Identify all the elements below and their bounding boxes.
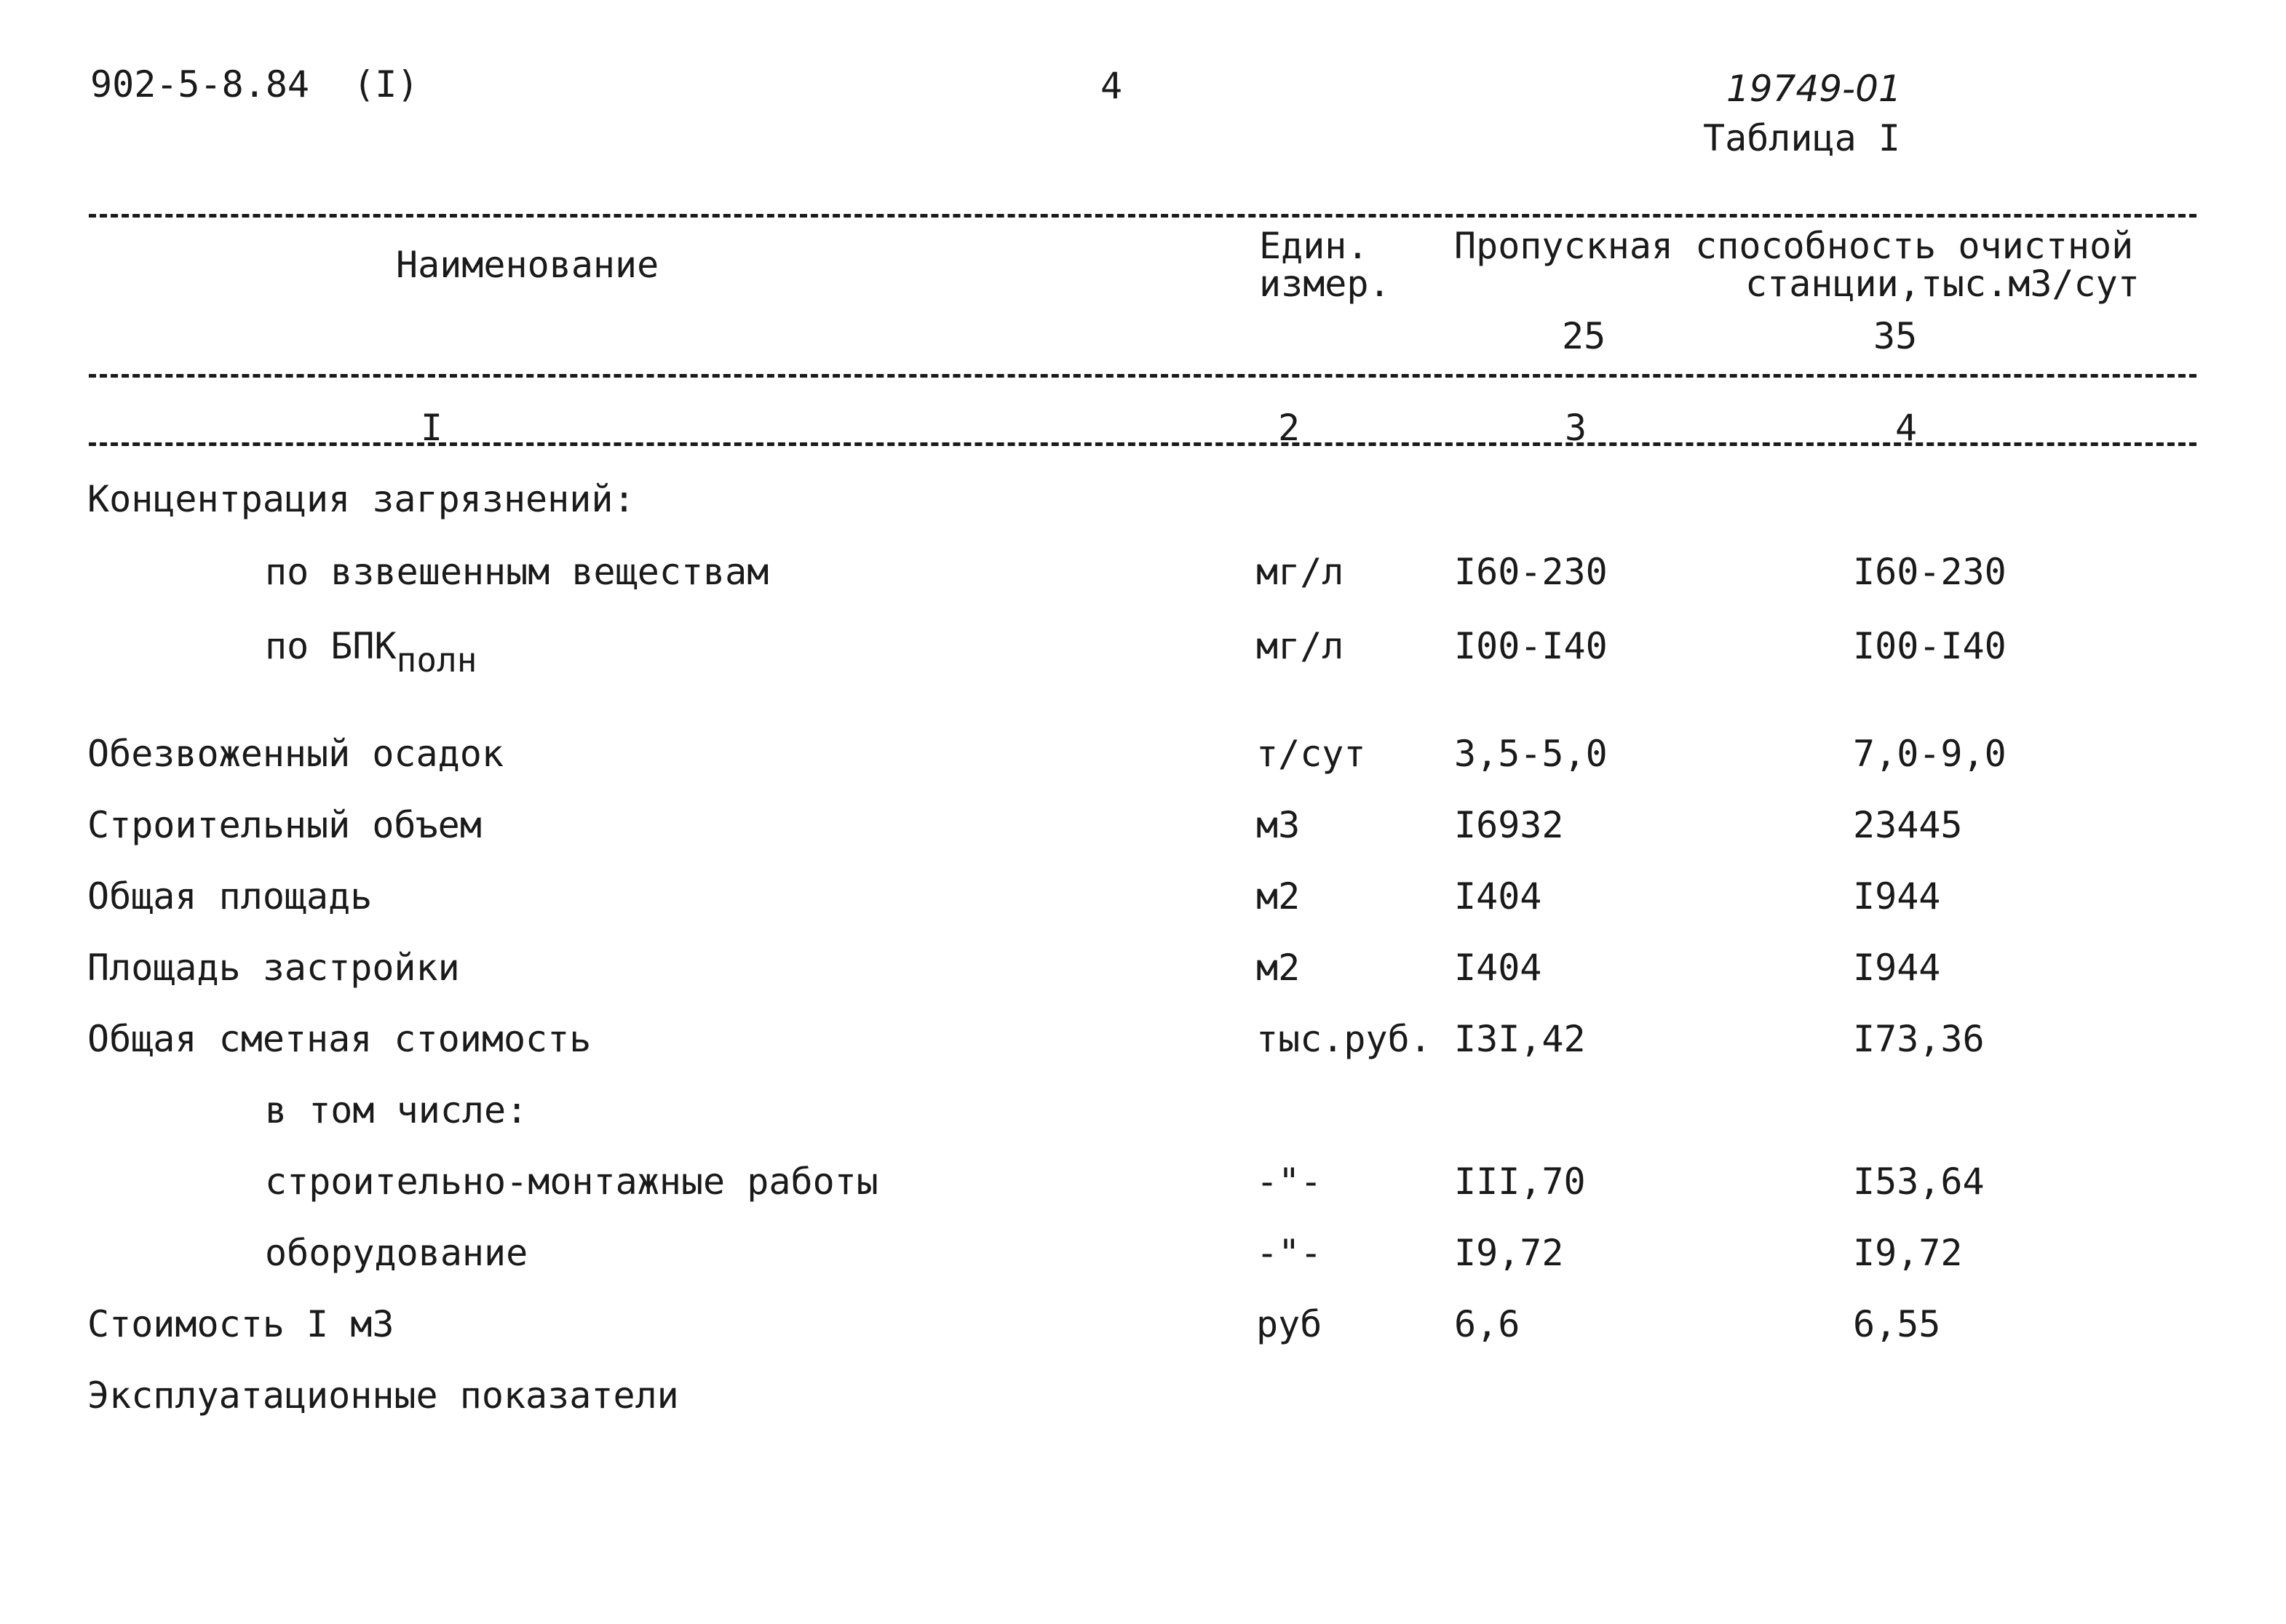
table-label: Таблица I xyxy=(1703,117,1900,159)
row-value-25: I9,72 xyxy=(1454,1232,1564,1274)
row-name-main: по БПК xyxy=(265,625,397,667)
column-numbers-rule xyxy=(89,442,2196,446)
row-name-subscript: полн xyxy=(396,640,477,680)
row-unit: мг/л xyxy=(1256,625,1344,667)
column-header-name: Наименование xyxy=(396,244,659,286)
row-name: Эксплуатационные показатели xyxy=(87,1374,679,1417)
row-unit: руб xyxy=(1256,1303,1322,1345)
row-value-35: 6,55 xyxy=(1853,1303,1941,1345)
row-value-35: I9,72 xyxy=(1853,1232,1963,1274)
column-number-4: 4 xyxy=(1895,407,1918,449)
row-unit: м2 xyxy=(1256,875,1301,918)
capacity-25-header: 25 xyxy=(1562,315,1606,357)
column-header-unit-line1: Един. xyxy=(1259,225,1369,267)
row-name xyxy=(265,624,477,680)
column-number-2: 2 xyxy=(1278,407,1301,449)
capacity-35-header: 35 xyxy=(1873,315,1918,357)
row-unit: м2 xyxy=(1256,947,1301,989)
document-code xyxy=(90,63,418,106)
row-name: оборудование xyxy=(265,1232,528,1274)
row-unit: -"- xyxy=(1256,1161,1322,1203)
row-name: Общая площадь xyxy=(87,875,373,918)
row-unit: -"- xyxy=(1256,1232,1322,1274)
capacity-header-line2: станции,тыс.м3/сут xyxy=(1745,263,2140,305)
row-unit: мг/л xyxy=(1256,551,1344,593)
row-name: в том числе: xyxy=(265,1089,528,1131)
row-value-35: I73,36 xyxy=(1853,1018,1985,1060)
doc-code: 902-5-8.84 xyxy=(90,63,310,106)
row-value-25: 3,5-5,0 xyxy=(1454,733,1608,775)
row-name: Строительный объем xyxy=(87,804,482,846)
row-value-25: I404 xyxy=(1454,947,1542,989)
row-value-35: 23445 xyxy=(1853,804,1963,846)
row-value-25: III,70 xyxy=(1454,1161,1586,1203)
row-name: по взвешенным веществам xyxy=(265,551,769,593)
capacity-header-line1: Пропускная способность очистной xyxy=(1454,225,2134,267)
row-value-35: 7,0-9,0 xyxy=(1853,733,2007,775)
row-name: Стоимость I м3 xyxy=(87,1303,394,1345)
header-bottom-rule xyxy=(89,374,2196,378)
table-top-rule xyxy=(89,214,2196,218)
row-unit: т/сут xyxy=(1256,733,1366,775)
page-number: 4 xyxy=(1100,65,1123,107)
column-header-unit-line2: измер. xyxy=(1259,263,1391,305)
row-value-35: I60-230 xyxy=(1853,551,2007,593)
doc-part: (I) xyxy=(353,63,419,106)
row-value-25: I3I,42 xyxy=(1454,1018,1586,1060)
row-value-35: I00-I40 xyxy=(1853,625,2007,667)
row-unit: м3 xyxy=(1256,804,1301,846)
column-number-1: I xyxy=(421,407,443,449)
column-number-3: 3 xyxy=(1565,407,1587,449)
row-value-25: I404 xyxy=(1454,875,1542,918)
row-unit: тыс.руб. xyxy=(1256,1018,1432,1060)
row-value-25: I6932 xyxy=(1454,804,1564,846)
row-name: строительно-монтажные работы xyxy=(265,1161,878,1203)
row-name: Площадь застройки xyxy=(87,947,460,989)
row-value-35: I944 xyxy=(1853,875,1941,918)
row-value-25: 6,6 xyxy=(1454,1303,1520,1345)
row-name: Концентрация загрязнений: xyxy=(87,478,635,520)
row-value-35: I944 xyxy=(1853,947,1941,989)
row-value-35: I53,64 xyxy=(1853,1161,1985,1203)
row-value-25: I60-230 xyxy=(1454,551,1608,593)
row-name: Обезвоженный осадок xyxy=(87,733,504,775)
row-value-25: I00-I40 xyxy=(1454,625,1608,667)
archive-number: 19749-01 xyxy=(1726,68,1902,110)
row-name: Общая сметная стоимость xyxy=(87,1018,592,1060)
